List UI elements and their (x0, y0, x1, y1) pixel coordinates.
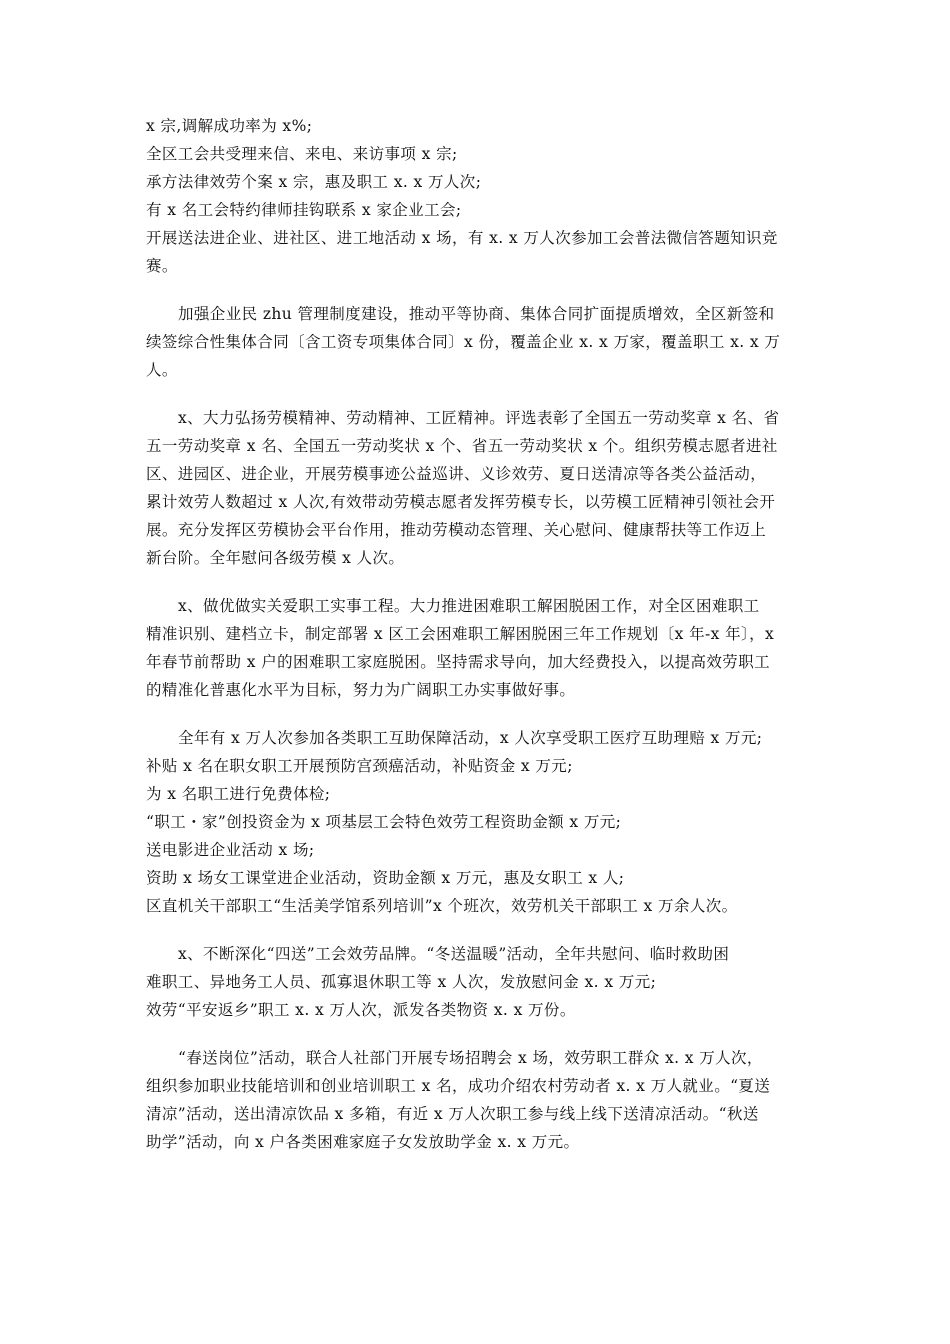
paragraph-line: “春送岗位”活动，联合人社部门开展专场招聘会 x 场，效劳职工群众 x. x 万人次， (178, 1049, 763, 1067)
paragraph-caring-workers (146, 592, 816, 704)
paragraph-line: 组织参加职业技能培训和创业培训职工 x 名，成功介绍农村劳动者 x. x 万人就业。“夏送 (146, 1077, 771, 1095)
paragraph-line: 助学”活动，向 x 户各类困难家庭子女发放助学金 x. x 万元。 (146, 1133, 580, 1151)
list-item: 开展送法进企业、进社区、进工地活动 x 场，有 x. x 万人次参加工会普法微信答题知识竞 (146, 229, 778, 247)
paragraph-spring-summer-autumn (146, 1044, 816, 1156)
list-item: 资助 x 场女工课堂进企业活动，资助金额 x 万元，惠及女职工 x 人; (146, 869, 625, 887)
paragraph-line: x、大力弘扬劳模精神、劳动精神、工匠精神。评选表彰了全国五一劳动奖章 x 名、省 (178, 409, 780, 427)
paragraph-line: 全年有 x 万人次参加各类职工互助保障活动，x 人次享受职工医疗互助理赔 x 万元; (178, 729, 763, 747)
paragraph-mutual-aid (146, 724, 816, 920)
list-item: 区直机关干部职工“生活美学馆系列培训”x 个班次，效劳机关干部职工 x 万余人次。 (146, 897, 738, 915)
paragraph-line: x、不断深化“四送”工会效劳品牌。“冬送温暖”活动，全年共慰问、临时救助困 (178, 945, 730, 963)
list-item: 送电影进企业活动 x 场; (146, 841, 315, 859)
list-item: 效劳“平安返乡”职工 x. x 万人次，派发各类物资 x. x 万份。 (146, 1001, 576, 1019)
document-body (146, 112, 816, 1176)
list-item: 承方法律效劳个案 x 宗，惠及职工 x. x 万人次; (146, 173, 482, 191)
list-item: 赛。 (146, 257, 178, 275)
paragraph-four-deliveries (146, 940, 816, 1024)
list-item: 为 x 名职工进行免费体检; (146, 785, 331, 803)
paragraph-line: 的精准化普惠化水平为目标，努力为广阔职工办实事做好事。 (146, 681, 576, 699)
paragraph-line: 难职工、异地务工人员、孤寡退休职工等 x 人次，发放慰问金 x. x 万元; (146, 973, 657, 991)
paragraph-line: 展。充分发挥区劳模协会平台作用，推动劳模动态管理、关心慰问、健康帮扶等工作迈上 (146, 521, 767, 539)
paragraph-line: 清凉”活动，送出清凉饮品 x 多箱，有近 x 万人次职工参与线上线下送清凉活动。“秋送 (146, 1105, 759, 1123)
list-item: 有 x 名工会特约律师挂钩联系 x 家企业工会; (146, 201, 462, 219)
list-item: x 宗,调解成功率为 x%; (146, 117, 313, 135)
paragraph-line: 区、进园区、进企业，开展劳模事迹公益巡讲、义诊效劳、夏日送清凉等各类公益活动， (146, 465, 767, 483)
paragraph-line: 精准识别、建档立卡，制定部署 x 区工会困难职工解困脱困三年工作规划〔x 年-x 年〕，x (146, 625, 775, 643)
paragraph-line: 人。 (146, 361, 178, 379)
paragraph-line: 五一劳动奖章 x 名、全国五一劳动奖状 x 个、省五一劳动奖状 x 个。组织劳模志愿者进社 (146, 437, 778, 455)
paragraph-collective-contract (146, 300, 816, 384)
list-item: “职工・家”创投资金为 x 项基层工会特色效劳工程资助金额 x 万元; (146, 813, 622, 831)
paragraph-line: 续签综合性集体合同〔含工资专项集体合同〕x 份，覆盖企业 x. x 万家，覆盖职工 x. x 万 (146, 333, 781, 351)
list-item: 补贴 x 名在职女职工开展预防宫颈癌活动，补贴资金 x 万元; (146, 757, 573, 775)
list-item: 全区工会共受理来信、来电、来访事项 x 宗; (146, 145, 458, 163)
statistics-list-legal (146, 112, 816, 280)
paragraph-line: 新台阶。全年慰问各级劳模 x 人次。 (146, 549, 405, 567)
paragraph-model-worker-spirit (146, 404, 816, 572)
paragraph-line: 年春节前帮助 x 户的困难职工家庭脱困。坚持需求导向，加大经费投入，以提高效劳职工 (146, 653, 770, 671)
paragraph-line: 加强企业民 zhu 管理制度建设，推动平等协商、集体合同扩面提质增效，全区新签和 (178, 305, 775, 323)
paragraph-line: 累计效劳人数超过 x 人次,有效带动劳模志愿者发挥劳模专长，以劳模工匠精神引领社会开 (146, 493, 776, 511)
paragraph-line: x、做优做实关爱职工实事工程。大力推进困难职工解困脱困工作，对全区困难职工 (178, 597, 760, 615)
